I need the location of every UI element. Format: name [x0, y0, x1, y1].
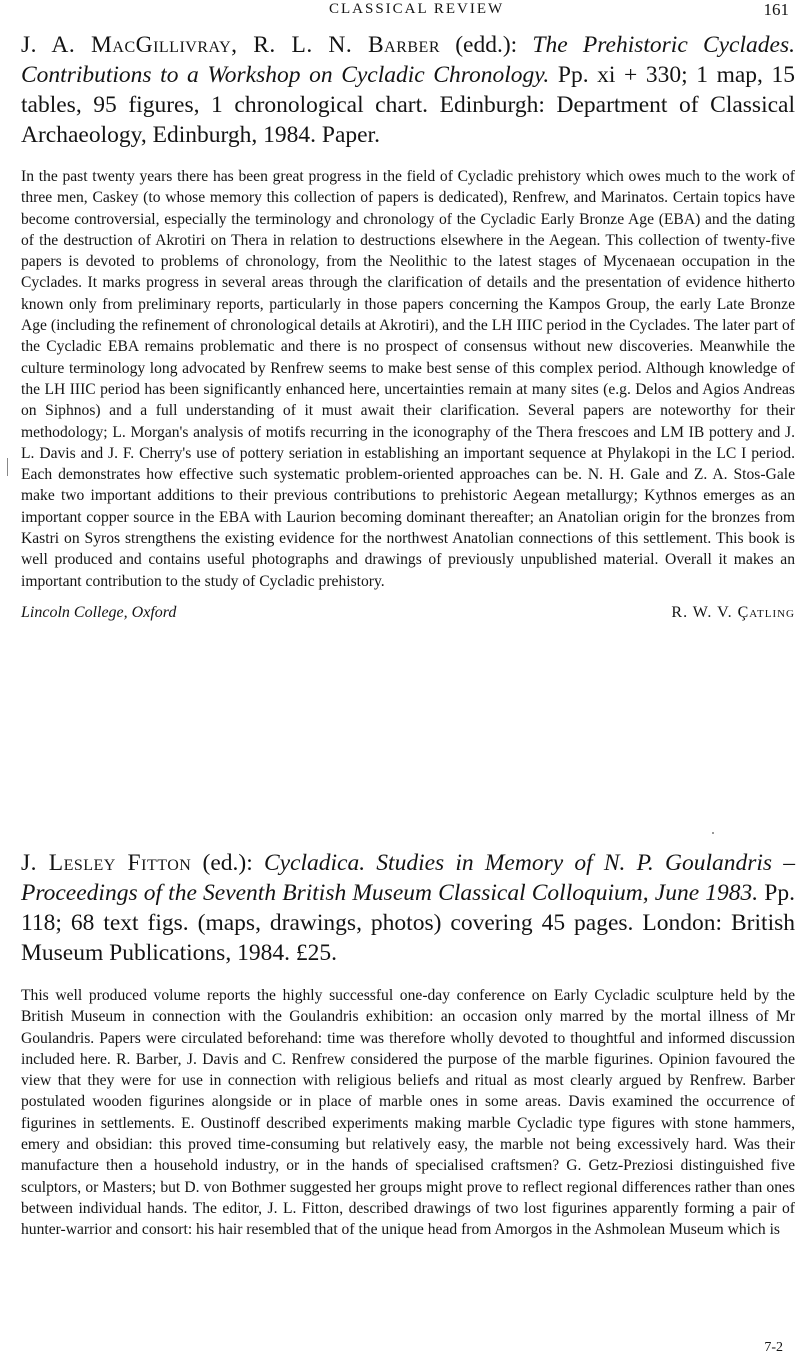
review-2-editor: J. Lesley Fitton [21, 850, 192, 876]
review-2-ed: (ed.): [191, 850, 264, 876]
review-2-heading [21, 848, 795, 968]
review-1-heading [21, 30, 795, 150]
review-1-editors: J. A. MacGillivray, R. L. N. Barber [21, 32, 441, 58]
margin-mark [7, 458, 8, 476]
review-1-signoff [21, 604, 795, 628]
review-2-body: This well produced volume reports the highly successful one-day conference on Early Cycladic sculpture held by the British Museum in connection with the Goulandris exhibition: an occasion only marred by the mortal illness of Mr Goulandris. Papers were circulated beforehand: time was therefore wholly devoted to thoughtful and informed discussion included here. R. Barber, J. Davis and C. Renfrew considered the purpose of the marble figurines. Opinion favoured the view that they were for use in connection with religious beliefs and ritual as most clearly argued by Renfrew. Barber postulated wooden figurines alongside or in place of marble ones in some areas. Davis examined the occurrence of figurines in settlements. E. Oustinoff described experiments making marble Cycladic type figures with stone hammers, emery and obsidian: this proved time-consuming but relatively easy, the marble not being excessively hard. Was their manufacture then a household industry, or in the hands of specialised craftsmen? G. Getz-Preziosi distinguished five sculptors, or Masters; but D. von Bothmer suggested her groups might prove to reflect regional differences rather than ones between individual hands. The editor, J. L. Fitton, described drawings of two lost figurines apparently forming a pair of hunter-warrior and consort: his hair resembled that of the unique head from Amorgos in the Ashmolean Museum which is [21, 987, 795, 1239]
review-1-body: In the past twenty years there has been great progress in the field of Cycladic prehistory which owes much to the work of three men, Caskey (to whose memory this collection of papers is dedicated), Renfrew, and Marinatos. Certain topics have become controversial, especially the terminology and chronology of the Cycladic Early Bronze Age (EBA) and the dating of the destruction of Akrotiri on Thera in relation to destructions elsewhere in the Aegean. This collection of twenty-five papers is devoted to problems of chronology, from the Neolithic to the latest stages of Mycenaean occupation in the Cyclades. It marks progress in several areas through the clarification of details and the presentation of evidence hitherto known only from preliminary reports, particularly in those papers concerning the Kampos Group, the early Late Bronze Age (including the refinement of chronological details at Akrotiri), and the LH IIIC period in the Cyclades. The later part of the Cycladic EBA remains problematic and there is no prospect of consensus without new discoveries. Meanwhile the culture terminology long advocated by Renfrew seems to make best sense of this complex period. Although knowledge of the LH IIIC period has been significantly enhanced here, uncertainties remain at many sites (e.g. Delos and Agios Andreas on Siphnos) and a full understanding of it must await their clarification. Several papers are noteworthy for their methodology; L. Morgan's analysis of motifs recurring in the iconography of the Thera frescoes and LM IB pottery and J. L. Davis and J. F. Cherry's use of pottery seriation in establishing an important sequence at Phylakopi in the LC I period. Each demonstrates how effective such systematic problem-oriented approaches can be. N. H. Gale and Z. A. Stos-Gale make two important additions to their previous contributions to prehistoric Aegean metallurgy; Kythnos emerges as an important copper source in the EBA with Laurion becoming dominant thereafter; an Anatolian origin for the bronzes from Kastri on Syros strengthens the existing evidence for the northwest Anatolian connections of this settlement. This book is well produced and contains useful photographs and drawings of previously unpublished material. Overall it makes an important contribution to the study of Cycladic prehistory. [21, 168, 795, 590]
reviewer-affiliation: Lincoln College, Oxford [21, 603, 177, 621]
review-2-details: Pp. 118; 68 text figs. (maps, drawings, photos) covering 45 pages. London: British Museum Publications, 1984. £25. [21, 880, 795, 966]
page [21, 0, 795, 1364]
reviewer-name: R. W. V. Çatling [671, 603, 795, 621]
running-head [21, 0, 795, 22]
review-1-details: Pp. xi + 330; 1 map, 15 tables, 95 figures, 1 chronological chart. Edinburgh: Department of Classical Archaeology, Edinburgh, 1984. Paper. [21, 62, 796, 148]
journal-title: CLASSICAL REVIEW [329, 1, 505, 17]
signature-mark: 7-2 [764, 1340, 783, 1355]
stray-mark [712, 832, 714, 834]
review-2-book-title: Cycladica. Studies in Memory of N. P. Goulandris – Proceedings of the Seventh British Museum Classical Colloquium, June 1983. [21, 850, 795, 906]
review-1 [21, 30, 795, 628]
review-2 [21, 848, 795, 1241]
review-1-book-title: The Prehistoric Cyclades. Contributions to a Workshop on Cycladic Chronology. [21, 32, 795, 88]
review-1-edd: (edd.): [440, 32, 533, 58]
page-number: 161 [763, 0, 789, 19]
